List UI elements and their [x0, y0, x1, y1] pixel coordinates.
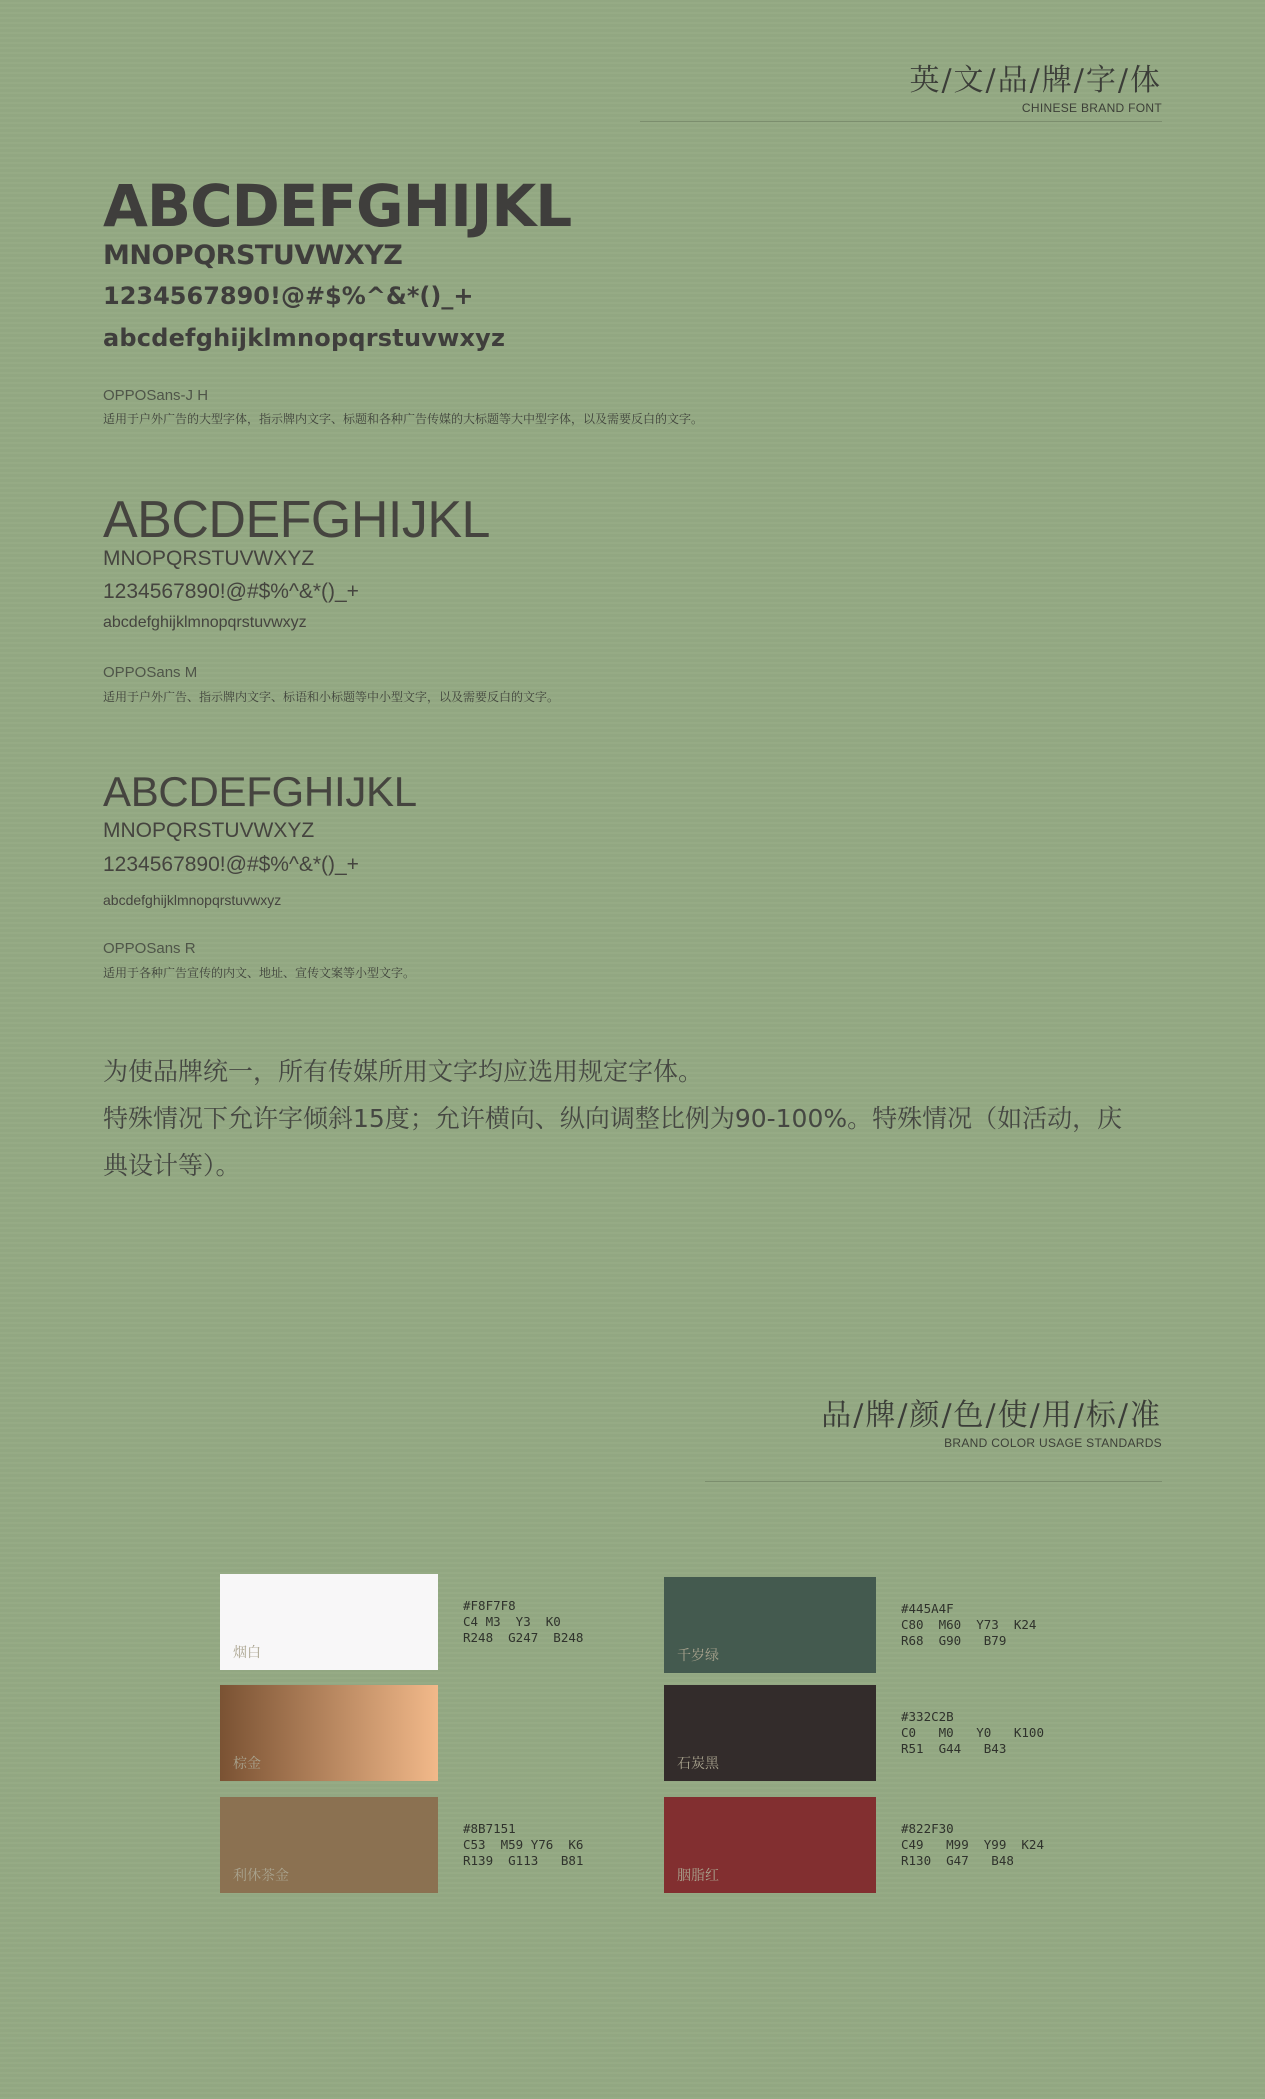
swatch-rikyu-tea-gold-codes — [463, 1821, 583, 1869]
swatch-smoke-white — [220, 1574, 438, 1670]
color-section-header — [821, 1390, 1162, 1450]
specimen-heavy-font-name: OPPOSans-J H — [103, 387, 209, 404]
hex-code: #F8F7F8 — [463, 1598, 516, 1613]
specimen-medium-uppercase-1: ABCDEFGHIJKL — [103, 491, 490, 549]
specimen-regular-lowercase: abcdefghijklmnopqrstuvwxyz — [103, 892, 282, 908]
swatch-rikyu-tea-gold — [220, 1797, 438, 1893]
specimen-heavy-lowercase: abcdefghijklmnopqrstuvwxyz — [103, 324, 506, 352]
usage-line-1: 为使品牌统一，所有传媒所用文字均应选用规定字体。 — [103, 1057, 704, 1086]
font-section-title: 英/文/品/牌/字/体 — [909, 63, 1162, 98]
swatch-smoke-white-codes — [463, 1598, 583, 1646]
specimen-heavy-digits: 1234567890!@#$%^&*()_+ — [103, 282, 474, 310]
rgb-code: R139 G113 B81 — [463, 1853, 584, 1868]
swatch-label: 千岁绿 — [677, 1648, 719, 1664]
swatch-chitose-green — [664, 1577, 876, 1673]
swatch-rouge-red-codes — [901, 1821, 1044, 1869]
specimen-heavy-uppercase-2: MNOPQRSTUVWXYZ — [103, 240, 403, 271]
cmyk-code: C4 M3 Y3 K0 — [463, 1614, 561, 1629]
font-section-subtitle: CHINESE BRAND FONT — [1021, 101, 1162, 115]
rgb-code: R68 G90 B79 — [901, 1633, 1007, 1648]
specimen-medium-font-name: OPPOSans M — [103, 664, 198, 681]
color-section-title: 品/牌/颜/色/使/用/标/准 — [821, 1398, 1162, 1433]
hex-code: #332C2B — [901, 1709, 954, 1724]
swatch-label: 胭脂红 — [677, 1868, 719, 1884]
usage-line-3: 典设计等）。 — [103, 1151, 241, 1180]
swatch-chitose-green-codes — [901, 1601, 1036, 1649]
specimen-medium-uppercase-2: MNOPQRSTUVWXYZ — [103, 547, 315, 570]
color-section-subtitle: BRAND COLOR USAGE STANDARDS — [944, 1436, 1162, 1450]
cmyk-code: C0 M0 Y0 K100 — [901, 1725, 1044, 1740]
swatch-label: 利休茶金 — [233, 1868, 289, 1884]
rgb-code: R51 G44 B43 — [901, 1741, 1007, 1756]
swatch-charcoal-black — [664, 1685, 876, 1781]
specimen-regular-font-name: OPPOSans R — [103, 940, 196, 957]
specimen-regular-description: 适用于各种广告宣传的内文、地址、宣传文案等小型文字。 — [103, 966, 416, 980]
swatch-charcoal-black-codes — [901, 1709, 1044, 1757]
specimen-medium-description: 适用于户外广告、指示牌内文字、标语和小标题等中小型文字，以及需要反白的文字。 — [103, 690, 560, 704]
specimen-heavy-description: 适用于户外广告的大型字体，指示牌内文字、标题和各种广告传媒的大标题等大中型字体，以及需要反白的文字。 — [103, 412, 704, 426]
rgb-code: R248 G247 B248 — [463, 1630, 584, 1645]
swatch-label: 烟白 — [233, 1645, 261, 1661]
specimen-regular-digits: 1234567890!@#$%^&*()_+ — [103, 853, 359, 876]
cmyk-code: C49 M99 Y99 K24 — [901, 1837, 1044, 1852]
usage-line-2: 特殊情况下允许字倾斜15度；允许横向、纵向调整比例为90-100%。特殊情况（如活动，庆 — [103, 1104, 1123, 1133]
specimen-medium-lowercase: abcdefghijklmnopqrstuvwxyz — [103, 614, 307, 631]
hex-code: #445A4F — [901, 1601, 954, 1616]
hex-code: #822F30 — [901, 1821, 954, 1836]
cmyk-code: C53 M59 Y76 K6 — [463, 1837, 584, 1852]
specimen-regular-uppercase-1: ABCDEFGHIJKL — [103, 768, 417, 815]
font-section-header — [909, 55, 1162, 115]
usage-paragraph — [103, 1048, 1163, 1189]
swatch-rouge-red — [664, 1797, 876, 1893]
specimen-regular-uppercase-2: MNOPQRSTUVWXYZ — [103, 819, 315, 842]
cmyk-code: C80 M60 Y73 K24 — [901, 1617, 1037, 1632]
header-divider — [640, 121, 1162, 122]
swatch-label: 石炭黑 — [677, 1756, 719, 1772]
specimen-medium-digits: 1234567890!@#$%^&*()_+ — [103, 580, 359, 603]
hex-code: #8B7151 — [463, 1821, 516, 1836]
rgb-code: R130 G47 B48 — [901, 1853, 1014, 1868]
color-header-divider — [705, 1481, 1162, 1482]
swatch-label: 棕金 — [233, 1756, 261, 1772]
specimen-heavy-uppercase-1: ABCDEFGHIJKL — [103, 172, 572, 240]
swatch-brown-gold — [220, 1685, 438, 1781]
